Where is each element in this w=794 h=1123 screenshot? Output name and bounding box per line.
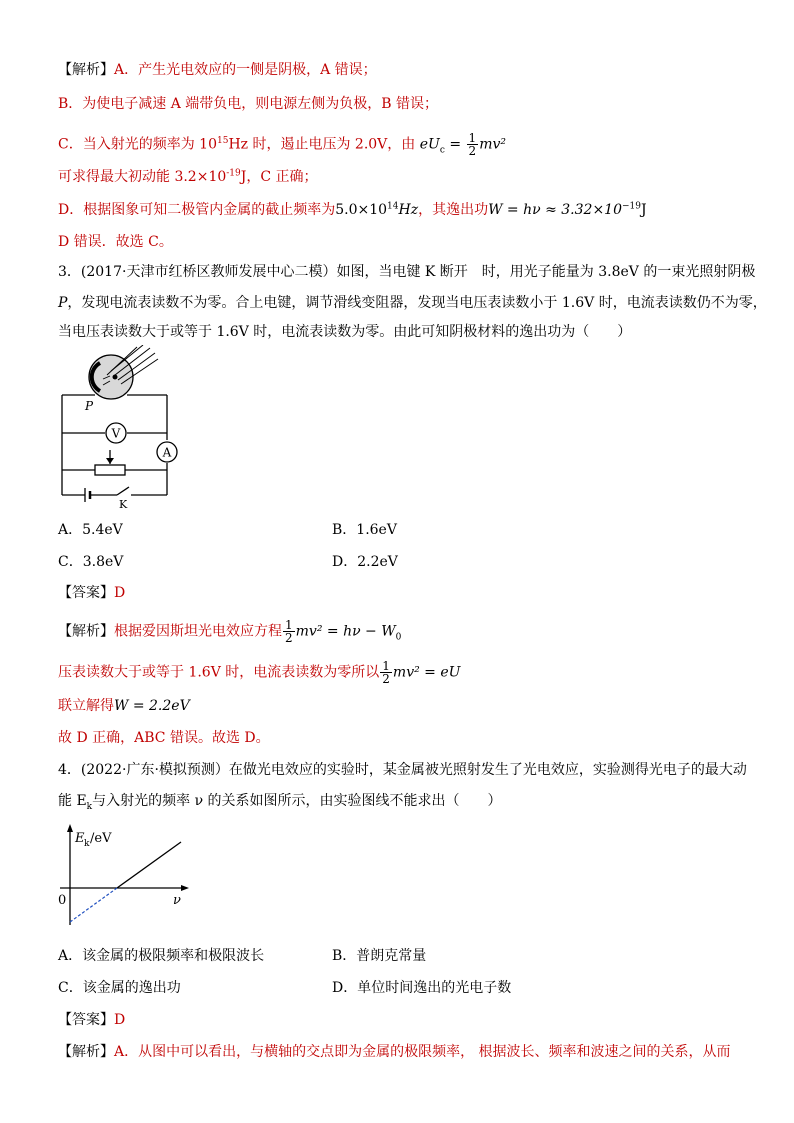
- q4-option-a[interactable]: A．该金属的极限频率和极限波长: [58, 948, 265, 964]
- svg-text:K: K: [119, 498, 128, 510]
- q3-analysis-line3: 联立解得W = 2.2eV: [58, 698, 190, 714]
- svg-text:E: E: [75, 831, 85, 846]
- q3-answer: 【答案】D: [58, 585, 126, 601]
- s1-line4: 可求得最大初动能 $3.2\times 10^{-19}J$，C 正确；: [58, 168, 318, 185]
- q3-option-c[interactable]: C．3.8eV: [58, 554, 124, 570]
- q3-circuit-figure: [55, 345, 185, 510]
- q4-stem-line2: 能 $E_k$与入射光的频率 ν 的关系如图所示，由实验图线不能求出（ ）: [58, 793, 502, 812]
- s1-line1: 【解析】A．产生光电效应的一侧是阴极，A 错误；: [58, 62, 377, 78]
- q4-stem-line1: 4．(2022·广东·模拟预测）在做光电效应的实验时，某金属被光照射发生了光电效应，实验测得光电子的最大动: [58, 762, 747, 778]
- q4-option-c[interactable]: C．该金属的逸出功: [58, 980, 181, 996]
- s1-line2: B．为使电子减速 A 端带负电，则电源左侧为负极，B 错误；: [58, 96, 439, 112]
- svg-text:/eV: /eV: [90, 831, 112, 846]
- q4-option-d[interactable]: D．单位时间逸出的光电子数: [332, 980, 512, 996]
- svg-text:0: 0: [58, 893, 67, 908]
- q4-answer: 【答案】D: [58, 1012, 126, 1028]
- svg-text:A: A: [162, 445, 172, 460]
- q3-stem-line3: 当电压表读数大于或等于 1.6V 时，电流表读数为零。由此可知阴极材料的逸出功为（ ）: [58, 324, 632, 340]
- q3-option-d[interactable]: D．2.2eV: [332, 554, 398, 570]
- q3-stem-line1: 3．(2017·天津市红桥区教师发展中心二模）如图，当电键 K 断开 时，用光子能量为 3.8eV 的一束光照射阴极: [58, 264, 756, 280]
- q3-stem-line2: P，发现电流表读数不为零。合上电键，调节滑线变阻器，发现当电压表读数小于 1.6V 时，电流表读数仍不为零，: [58, 295, 767, 311]
- svg-text:P: P: [85, 399, 94, 413]
- svg-text:V: V: [111, 426, 121, 441]
- analysis-tag: 【解析】: [58, 62, 114, 78]
- s1-line5: D．根据图象可知二极管内金属的截止频率为$5.0\times 10^{14}Hz$，其逸出功$W = h\nu \approx 3.32\times 10^{-19}J$: [58, 201, 647, 218]
- q4-option-b[interactable]: B．普朗克常量: [332, 948, 427, 964]
- q3-analysis-line4: 故 D 正确，ABC 错误。故选 D。: [58, 730, 270, 746]
- q3-analysis-line2: 压表读数大于或等于 1.6V 时，电流表读数为零所以 $\frac{1}{2}$ mv² = eU: [58, 659, 461, 686]
- q4-analysis-line1: 【解析】A．从图中可以看出，与横轴的交点即为金属的极限频率， 根据波长、频率和波速之间的关系，从而: [58, 1044, 731, 1060]
- q4-graph-figure: [55, 822, 195, 932]
- q3-option-b[interactable]: B．1.6eV: [332, 522, 397, 538]
- q3-analysis-line1: 【解析】根据爱因斯坦光电效应方程 $\frac{1}{2}$ $mv^2 = h\nu - W_0$: [58, 618, 402, 645]
- s1-line6: D 错误．故选 C。: [58, 234, 173, 250]
- svg-text:k: k: [84, 839, 90, 849]
- s1-line3: C．当入射光的频率为 $10^{15}Hz$ 时，遏止电压为 2.0V，由 $eU_c$ = $\frac{1}{2}$ mv²: [58, 131, 506, 158]
- svg-text:ν: ν: [173, 893, 181, 908]
- q3-option-a[interactable]: A．5.4eV: [58, 522, 123, 538]
